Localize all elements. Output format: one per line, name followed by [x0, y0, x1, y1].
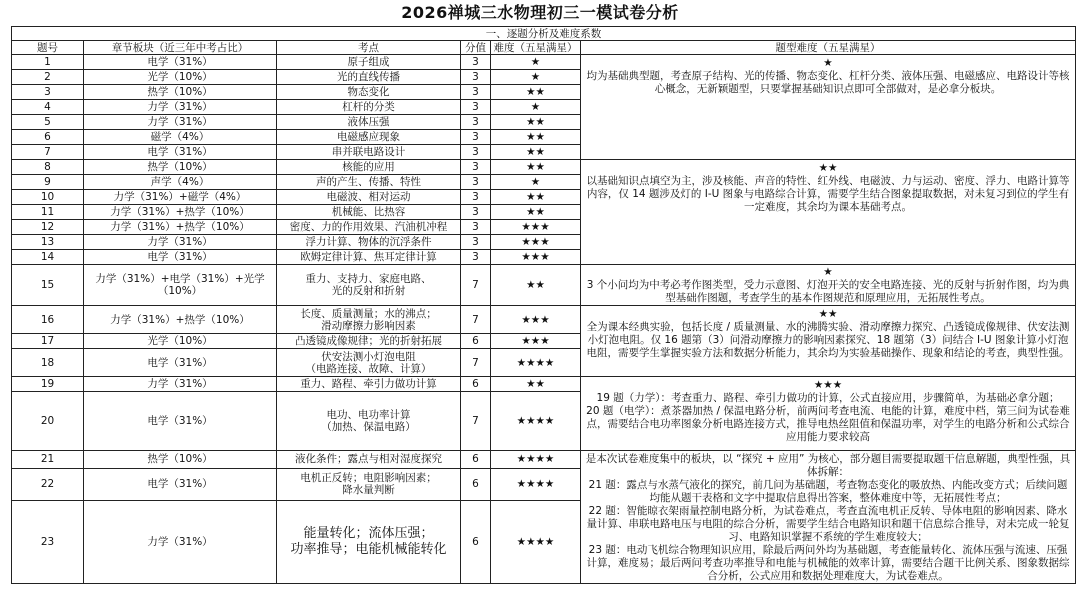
- point-cell: 重力、路程、牵引力做功计算: [277, 377, 461, 392]
- question-number: 11: [12, 205, 84, 220]
- question-number: 7: [12, 145, 84, 160]
- point-cell: 机械能、比热容: [277, 205, 461, 220]
- chapter-cell: 力学（31%）+热学（10%）: [84, 220, 277, 235]
- chapter-cell: 热学（10%）: [84, 85, 277, 100]
- level-description: ★ 均为基础典型题，考查原子结构、光的传播、物态变化、杠杆分类、液体压强、电磁感应、电路设计等核心概念，无新颖题型，只要掌握基础知识点即可全部做对，是必拿分板块。: [581, 55, 1076, 160]
- analysis-table: [11, 26, 1076, 584]
- chapter-cell: 力学（31%）+热学（10%）: [84, 306, 277, 334]
- point-cell: 能量转化；流体压强； 功率推导；电能机械能转化: [277, 501, 461, 584]
- question-number: 1: [12, 55, 84, 70]
- point-cell: 重力、支持力、家庭电路、 光的反射和折射: [277, 265, 461, 306]
- point-cell: 电磁感应现象: [277, 130, 461, 145]
- difficulty-stars: ★★★: [491, 334, 581, 349]
- score-cell: 3: [461, 235, 491, 250]
- chapter-cell: 电学（31%）: [84, 145, 277, 160]
- question-number: 10: [12, 190, 84, 205]
- score-cell: 3: [461, 70, 491, 85]
- difficulty-stars: ★★: [491, 85, 581, 100]
- page-title: 2026禅城三水物理初三一模试卷分析: [401, 3, 679, 22]
- table-row: [12, 265, 1076, 306]
- chapter-cell: 光学（10%）: [84, 70, 277, 85]
- question-number: 8: [12, 160, 84, 175]
- score-cell: 7: [461, 349, 491, 377]
- chapter-cell: 力学（31%）: [84, 115, 277, 130]
- point-cell: 杠杆的分类: [277, 100, 461, 115]
- chapter-cell: 电学（31%）: [84, 250, 277, 265]
- chapter-cell: 电学（31%）: [84, 392, 277, 451]
- difficulty-stars: ★★★★: [491, 451, 581, 469]
- header-row: [12, 41, 1076, 55]
- point-cell: 声的产生、传播、特性: [277, 175, 461, 190]
- difficulty-stars: ★★: [491, 190, 581, 205]
- difficulty-stars: ★: [491, 55, 581, 70]
- question-number: 13: [12, 235, 84, 250]
- chapter-cell: 力学（31%）: [84, 100, 277, 115]
- difficulty-stars: ★★★: [491, 306, 581, 334]
- chapter-cell: 力学（31%）: [84, 377, 277, 392]
- question-number: 17: [12, 334, 84, 349]
- header-point: 考点: [277, 41, 461, 55]
- difficulty-stars: ★★★★: [491, 392, 581, 451]
- question-number: 4: [12, 100, 84, 115]
- difficulty-stars: ★★★: [491, 235, 581, 250]
- difficulty-stars: ★★★★: [491, 501, 581, 584]
- question-number: 15: [12, 265, 84, 306]
- question-number: 22: [12, 468, 84, 501]
- score-cell: 3: [461, 250, 491, 265]
- score-cell: 3: [461, 205, 491, 220]
- point-cell: 电功、电功率计算 （加热、保温电路）: [277, 392, 461, 451]
- chapter-cell: 磁学（4%）: [84, 130, 277, 145]
- difficulty-stars: ★★: [491, 160, 581, 175]
- chapter-cell: 力学（31%）+电学（31%）+光学 （10%）: [84, 265, 277, 306]
- chapter-cell: 力学（31%）: [84, 235, 277, 250]
- point-cell: 欧姆定律计算、焦耳定律计算: [277, 250, 461, 265]
- table-row: [12, 451, 1076, 469]
- difficulty-stars: ★★★★: [491, 468, 581, 501]
- score-cell: 3: [461, 115, 491, 130]
- difficulty-stars: ★★: [491, 115, 581, 130]
- score-cell: 3: [461, 220, 491, 235]
- score-cell: 6: [461, 334, 491, 349]
- difficulty-stars: ★: [491, 100, 581, 115]
- chapter-cell: 声学（4%）: [84, 175, 277, 190]
- score-cell: 3: [461, 145, 491, 160]
- level-description: 是本次试卷难度集中的板块，以 “探究 + 应用” 为核心，部分题目需要提取题干信息解题，典型性强，具体拆解： 21 题：露点与水蒸气液化的探究，前几问为基础题，考查物态变化的吸放热、内能改变方式；后续问题均能从题干表格和文字中提取信息得出答案，整体难度中等，无拓展性考点； 22 题：智能晾衣架雨量控制电路分析，为试卷难点，考查直流电机正反转、导体电阻的影响因素、降水量计算、串联电路电压与电阻的综合分析，需要学生结合电路知识和题干信息综合推导，对未完成一轮复习、电路知识掌握不系统的学生难度较大； 23 题：电动飞机综合物理知识应用，除最后两问外均为基础题，考查能量转化、流体压强与流速、压强计算，难度易；最后两问考查功率推导和电能与机械能的效率计算，需要结合题干比例关系、图象数据综合分析，公式应用和数据处理难度大，为试卷难点。: [581, 451, 1076, 584]
- question-number: 21: [12, 451, 84, 469]
- difficulty-stars: ★★★: [491, 250, 581, 265]
- point-cell: 串并联电路设计: [277, 145, 461, 160]
- difficulty-stars: ★: [491, 175, 581, 190]
- chapter-cell: 力学（31%）+磁学（4%）: [84, 190, 277, 205]
- difficulty-stars: ★★★: [491, 220, 581, 235]
- table-row: [12, 306, 1076, 334]
- point-cell: 液体压强: [277, 115, 461, 130]
- score-cell: 7: [461, 392, 491, 451]
- point-cell: 原子组成: [277, 55, 461, 70]
- chapter-cell: 电学（31%）: [84, 349, 277, 377]
- point-cell: 凸透镜成像规律；光的折射拓展: [277, 334, 461, 349]
- difficulty-stars: ★★: [491, 265, 581, 306]
- difficulty-stars: ★★: [491, 130, 581, 145]
- score-cell: 7: [461, 265, 491, 306]
- level-description: ★ 3 个小问均为中考必考作图类型，受力示意图、灯泡开关的安全电路连接、光的反射与折射作图，均为典型基础作图题，考查学生的基本作图规范和原理应用，无拓展性考点。: [581, 265, 1076, 306]
- question-number: 9: [12, 175, 84, 190]
- difficulty-stars: ★★: [491, 377, 581, 392]
- score-cell: 6: [461, 451, 491, 469]
- chapter-cell: 热学（10%）: [84, 451, 277, 469]
- score-cell: 3: [461, 100, 491, 115]
- question-number: 2: [12, 70, 84, 85]
- question-number: 23: [12, 501, 84, 584]
- question-number: 20: [12, 392, 84, 451]
- header-difficulty: 难度（五星满星）: [491, 41, 581, 55]
- score-cell: 3: [461, 160, 491, 175]
- point-cell: 电机正反转；电阻影响因素； 降水量判断: [277, 468, 461, 501]
- point-cell: 电磁波、相对运动: [277, 190, 461, 205]
- chapter-cell: 热学（10%）: [84, 160, 277, 175]
- question-number: 3: [12, 85, 84, 100]
- chapter-cell: 力学（31%）+热学（10%）: [84, 205, 277, 220]
- point-cell: 浮力计算、物体的沉浮条件: [277, 235, 461, 250]
- score-cell: 6: [461, 501, 491, 584]
- chapter-cell: 力学（31%）: [84, 501, 277, 584]
- level-description: ★★★ 19 题（力学）：考查重力、路程、牵引力做功的计算，公式直接应用，步骤简单，为基础必拿分题； 20 题（电学）：煮茶器加热 / 保温电路分析，前两问考查电流、电能的计算，难度中档，第三问为试卷难点，需要结合电功率图象分析电路连接方式，推导电热丝阻值和保温功率，对学生的电路分析和公式综合应用能力要求较高: [581, 377, 1076, 451]
- level-description: ★★ 以基础知识点填空为主，涉及核能、声音的特性、红外线、电磁波、力与运动、密度、浮力、电路计算等内容，仅 14 题涉及灯的 I-U 图象与电路综合计算，需要学生结合图象提取数据，对未复习到位的学生有一定难度，其余均为课本基础考点。: [581, 160, 1076, 265]
- table-row: [12, 55, 1076, 70]
- point-cell: 光的直线传播: [277, 70, 461, 85]
- question-number: 5: [12, 115, 84, 130]
- level-description: ★★ 全为课本经典实验，包括长度 / 质量测量、水的沸腾实验、滑动摩擦力探究、凸透镜成像规律、伏安法测小灯泡电阻。仅 16 题第（3）问滑动摩擦力的影响因素探究、18 题第（3）问结合 I-U 图象计算小灯泡电阻，需要学生掌握实验方法和数据分析能力，其余均为实验基础操作、现象和结论的考查，典型性强。: [581, 306, 1076, 377]
- header-chapter: 章节板块（近三年中考占比）: [84, 41, 277, 55]
- point-cell: 液化条件；露点与相对湿度探究: [277, 451, 461, 469]
- difficulty-stars: ★: [491, 70, 581, 85]
- question-number: 16: [12, 306, 84, 334]
- point-cell: 密度、力的作用效果、汽油机冲程: [277, 220, 461, 235]
- difficulty-stars: ★★: [491, 205, 581, 220]
- difficulty-stars: ★★: [491, 145, 581, 160]
- header-num: 题号: [12, 41, 84, 55]
- score-cell: 6: [461, 377, 491, 392]
- score-cell: 3: [461, 55, 491, 70]
- chapter-cell: 光学（10%）: [84, 334, 277, 349]
- section-title: 一、逐题分析及难度系数: [12, 27, 1076, 41]
- question-number: 14: [12, 250, 84, 265]
- score-cell: 3: [461, 175, 491, 190]
- point-cell: 核能的应用: [277, 160, 461, 175]
- chapter-cell: 电学（31%）: [84, 55, 277, 70]
- score-cell: 3: [461, 190, 491, 205]
- question-number: 6: [12, 130, 84, 145]
- score-cell: 6: [461, 468, 491, 501]
- chapter-cell: 电学（31%）: [84, 468, 277, 501]
- question-number: 18: [12, 349, 84, 377]
- table-row: [12, 377, 1076, 392]
- score-cell: 3: [461, 85, 491, 100]
- point-cell: 物态变化: [277, 85, 461, 100]
- header-level: 题型难度（五星满星）: [581, 41, 1076, 55]
- point-cell: 长度、质量测量；水的沸点； 滑动摩擦力影响因素: [277, 306, 461, 334]
- table-row: [12, 160, 1076, 175]
- difficulty-stars: ★★★★: [491, 349, 581, 377]
- header-score: 分值: [461, 41, 491, 55]
- question-number: 12: [12, 220, 84, 235]
- point-cell: 伏安法测小灯泡电阻 （电路连接、故障、计算）: [277, 349, 461, 377]
- score-cell: 3: [461, 130, 491, 145]
- score-cell: 7: [461, 306, 491, 334]
- question-number: 19: [12, 377, 84, 392]
